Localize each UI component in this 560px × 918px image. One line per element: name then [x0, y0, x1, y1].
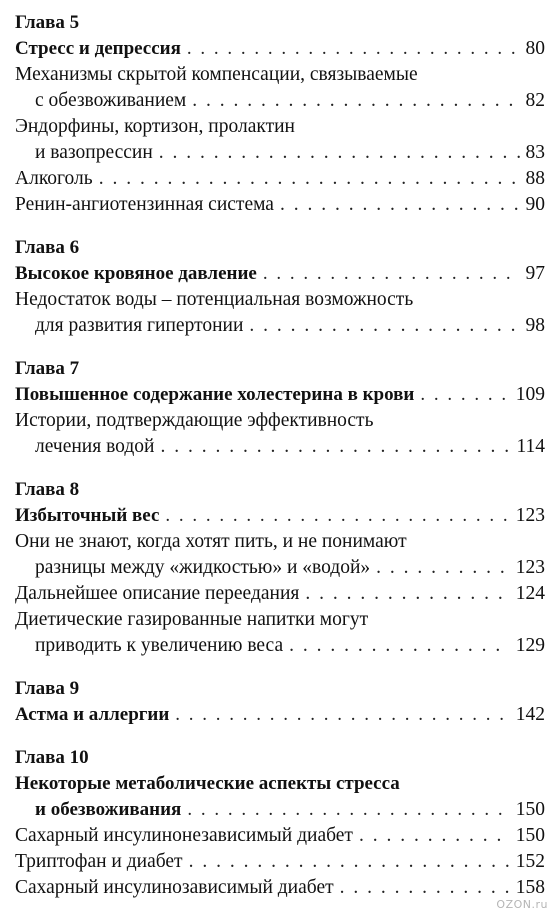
toc-entry-line [15, 849, 545, 875]
toc-entry-text: Некоторые метаболические аспекты стресса [15, 773, 400, 794]
toc-entry-text: Дальнейшее описание переедания [15, 583, 300, 604]
page-number: 150 [515, 825, 545, 846]
page-number: 82 [525, 90, 545, 111]
dot-leader [280, 192, 520, 218]
chapter-section [15, 745, 545, 901]
toc-entry-text: Они не знают, когда хотят пить, и не понимают [15, 531, 407, 552]
toc-entry [15, 581, 545, 607]
toc-entry [15, 287, 545, 339]
toc-entry-line [15, 607, 545, 633]
toc-entry-text: с обезвоживанием [35, 90, 187, 111]
toc-entry-text: Диетические газированные напитки могут [15, 609, 369, 630]
page-number: 150 [515, 799, 545, 820]
toc-entry-text: Астма и аллергии [15, 704, 170, 725]
toc-entry-text: для развития гипертонии [35, 315, 244, 336]
toc-entry-line [15, 633, 545, 659]
toc-entry [15, 408, 545, 460]
toc-entry-line [15, 529, 545, 555]
toc-entry-line [15, 823, 545, 849]
toc-entry-line [15, 797, 545, 823]
dot-leader [187, 797, 509, 823]
toc-entry-line [15, 771, 545, 797]
toc-entry-text: Истории, подтверждающие эффективность [15, 410, 374, 431]
toc-entry-text: лечения водой [35, 436, 155, 457]
chapter-heading: Глава 7 [15, 358, 80, 379]
page-number: 98 [525, 315, 545, 336]
toc-entry-line [15, 114, 545, 140]
toc-entry-text: Механизмы скрытой компенсации, связываемые [15, 64, 418, 85]
dot-leader [249, 313, 519, 339]
page-number: 114 [516, 436, 545, 457]
toc-entry-line [15, 287, 545, 313]
toc-entry-text: Триптофан и диабет [15, 851, 183, 872]
chapter-section [15, 10, 545, 218]
dot-leader [340, 875, 510, 901]
page-number: 123 [515, 505, 545, 526]
page-number: 109 [515, 384, 545, 405]
toc-entry-text: Ренин-ангиотензинная система [15, 194, 274, 215]
toc-entry [15, 823, 545, 849]
toc-entry-text: Стресс и депрессия [15, 38, 181, 59]
toc-entry-line [15, 702, 545, 728]
chapter-section [15, 235, 545, 339]
toc-entry-line [15, 408, 545, 434]
page-number: 158 [515, 877, 545, 898]
toc-entry-line [15, 382, 545, 408]
chapter-heading: Глава 5 [15, 12, 80, 33]
page-number: 88 [525, 168, 545, 189]
dot-leader [165, 503, 509, 529]
toc-entry-text: разницы между «жидкостью» и «водой» [35, 557, 371, 578]
toc-entry-line [15, 875, 545, 901]
page-number: 97 [525, 263, 545, 284]
dot-leader [187, 36, 520, 62]
toc-entry-text: Повышенное содержание холестерина в крови [15, 384, 415, 405]
dot-leader [263, 261, 520, 287]
toc-entry-line [15, 88, 545, 114]
toc-entry-line [15, 503, 545, 529]
toc-entry-text: Сахарный инсулинонезависимый диабет [15, 825, 353, 846]
toc-entry [15, 875, 545, 901]
dot-leader [160, 434, 510, 460]
toc-entry-text: и обезвоживания [35, 799, 182, 820]
dot-leader [305, 581, 509, 607]
toc-entry-line [15, 581, 545, 607]
table-of-contents [15, 10, 545, 918]
dot-leader [376, 555, 510, 581]
chapter-title-entry [15, 503, 545, 529]
toc-entry [15, 62, 545, 114]
toc-entry-line [15, 62, 545, 88]
toc-entry-line [15, 192, 545, 218]
dot-leader [189, 849, 510, 875]
toc-entry-text: Недостаток воды – потенциальная возможность [15, 289, 414, 310]
toc-entry-text: Сахарный инсулинозависимый диабет [15, 877, 334, 898]
toc-entry [15, 529, 545, 581]
toc-entry-line [15, 36, 545, 62]
toc-entry-text: Избыточный вес [15, 505, 160, 526]
toc-entry-line [15, 434, 545, 460]
page-number: 152 [515, 851, 545, 872]
chapter-title-entry [15, 702, 545, 728]
ozon-watermark: OZON.ru [496, 898, 548, 911]
toc-entry [15, 166, 545, 192]
page-number: 123 [515, 557, 545, 578]
toc-entry-text: Высокое кровяное давление [15, 263, 257, 284]
chapter-heading: Глава 10 [15, 747, 89, 768]
chapter-title-entry [15, 261, 545, 287]
chapter-title-entry [15, 382, 545, 408]
chapter-heading: Глава 8 [15, 479, 80, 500]
chapter-heading: Глава 6 [15, 237, 80, 258]
toc-entry [15, 114, 545, 166]
toc-entry-text: Алкоголь [15, 168, 93, 189]
toc-entry-text: приводить к увеличению веса [35, 635, 284, 656]
chapter-section [15, 676, 545, 728]
page-number: 142 [515, 704, 545, 725]
toc-entry-line [15, 313, 545, 339]
page-number: 90 [525, 194, 545, 215]
dot-leader [359, 823, 510, 849]
page-number: 83 [525, 142, 545, 163]
toc-entry [15, 192, 545, 218]
chapter-title-entry [15, 36, 545, 62]
dot-leader [192, 88, 519, 114]
toc-entry-line [15, 166, 545, 192]
chapter-section [15, 477, 545, 659]
toc-entry-text: и вазопрессин [35, 142, 153, 163]
page-number: 124 [515, 583, 545, 604]
toc-entry-line [15, 555, 545, 581]
toc-entry-line [15, 140, 545, 166]
toc-entry-line [15, 261, 545, 287]
dot-leader [289, 633, 510, 659]
toc-entry [15, 849, 545, 875]
chapter-title-entry [15, 771, 545, 823]
page-number: 129 [515, 635, 545, 656]
chapter-section [15, 356, 545, 460]
chapter-heading: Глава 9 [15, 678, 80, 699]
toc-entry-text: Эндорфины, кортизон, пролактин [15, 116, 295, 137]
toc-entry [15, 607, 545, 659]
dot-leader [99, 166, 520, 192]
page-number: 80 [525, 38, 545, 59]
dot-leader [420, 382, 509, 408]
dot-leader [175, 702, 509, 728]
dot-leader [159, 140, 520, 166]
